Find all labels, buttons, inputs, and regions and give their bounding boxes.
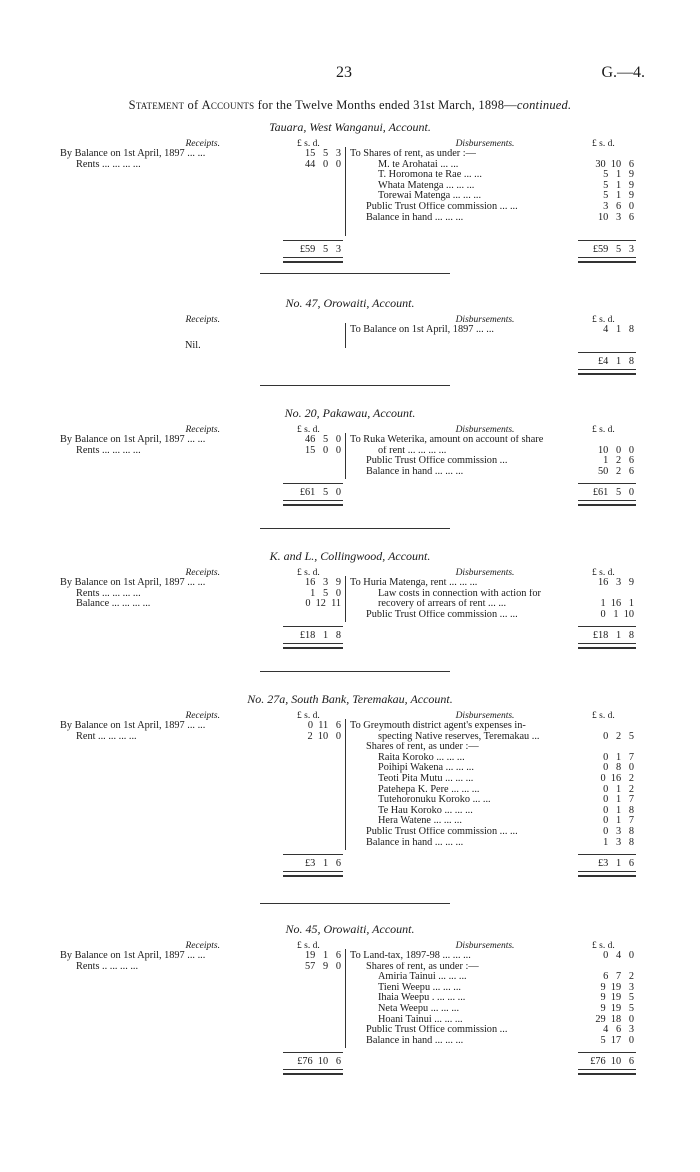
account-tauara-west-wanganui [0, 120, 700, 255]
receipt-line: Balance ... ... ... ... [76, 599, 151, 610]
left-total: £61 5 0 [299, 487, 341, 499]
disbursement-line: Law costs in connection with action for [378, 588, 541, 599]
disbursement-amount: 6 7 2 [603, 971, 634, 983]
disbursement-amount: 16 3 9 [597, 577, 634, 588]
disbursement-line: T. Horomona te Rae ... ... [378, 170, 482, 181]
left-lsd-caption: £ s. d. [297, 139, 320, 149]
right-lsd-caption: £ s. d. [592, 941, 615, 951]
disbursement-amount: 0 3 8 [603, 826, 634, 837]
section-separator [260, 671, 450, 672]
disbursement-amount: 0 1 7 [603, 794, 634, 806]
receipts-caption: Receipts. [185, 139, 220, 149]
left-total: £3 1 6 [304, 858, 341, 870]
disbursement-amount: 4 1 8 [603, 324, 634, 335]
column-divider [345, 719, 346, 850]
disbursement-line: To Land-tax, 1897-98 ... ... ... [350, 951, 471, 961]
disbursement-amount: 10 3 6 [597, 211, 634, 223]
disbursement-amount: 29 18 0 [595, 1013, 634, 1025]
left-sum-rule [283, 1052, 343, 1053]
page-header [0, 64, 700, 88]
left-total: £18 1 8 [299, 630, 341, 642]
receipt-amount: 16 3 9 [304, 577, 341, 588]
receipt-line: Rents ... ... ... ... [76, 445, 141, 456]
disbursement-amount: 5 17 0 [600, 1034, 634, 1046]
column-divider [345, 949, 346, 1048]
left-total: £76 10 6 [297, 1056, 341, 1068]
right-total-double-rule [578, 369, 636, 375]
receipt-amount: 44 0 0 [304, 158, 341, 170]
right-total-double-rule [578, 643, 636, 649]
right-total: £3 1 6 [597, 858, 634, 870]
disbursement-line: Tieni Weepu ... ... ... [378, 982, 461, 993]
section-separator [260, 528, 450, 529]
account-heading: K. and L., Collingwood, Account. [269, 549, 431, 563]
right-total: £18 1 8 [592, 630, 634, 642]
disbursement-line: To Huria Matenga, rent ... ... ... [350, 578, 478, 588]
disbursement-line: Shares of rent, as under :— [366, 742, 479, 753]
receipt-amount: 15 5 3 [304, 148, 341, 159]
disbursement-amount: 0 1 7 [603, 751, 634, 763]
section-separator [260, 273, 450, 274]
right-total: £4 1 8 [597, 356, 634, 368]
disbursement-amount: 0 8 0 [603, 762, 634, 774]
receipt-line: By Balance on 1st April, 1897 ... ... [60, 578, 206, 588]
disbursement-line: Tutehoronuku Koroko ... ... [378, 795, 491, 806]
left-lsd-caption: £ s. d. [297, 425, 320, 435]
account-no20-pakawau [0, 408, 700, 508]
disbursement-line: of rent ... ... ... ... [378, 445, 447, 456]
right-sum-rule [578, 626, 636, 627]
receipt-amount: 57 9 0 [304, 960, 341, 972]
disbursement-amount: 0 2 5 [603, 730, 634, 742]
receipts-nil: Nil. [185, 340, 201, 351]
page-number: 23 [336, 64, 352, 81]
disbursement-line: Balance in hand ... ... ... [366, 212, 464, 223]
column-divider [345, 576, 346, 622]
title-continued: continued. [516, 98, 572, 112]
disbursement-line: specting Native reserves, Teremakau ... [378, 731, 540, 742]
disbursement-line: Raita Koroko ... ... ... [378, 752, 465, 763]
account-k-and-l-collingwood [0, 551, 700, 651]
receipts-caption: Receipts. [185, 425, 220, 435]
left-total-double-rule [283, 871, 343, 877]
disbursement-amount: 0 1 7 [603, 815, 634, 827]
account-heading: No. 45, Orowaiti, Account. [285, 922, 415, 936]
disbursement-line: Shares of rent, as under :— [366, 961, 479, 972]
disbursement-amount: 3 6 0 [603, 201, 634, 212]
document-code: G.—4. [601, 64, 645, 81]
disbursement-line: Torewai Matenga ... ... ... [378, 191, 482, 202]
account-no45-orowaiti [0, 924, 700, 1104]
right-sum-rule [578, 240, 636, 241]
left-total-double-rule [283, 500, 343, 506]
receipt-line: By Balance on 1st April, 1897 ... ... [60, 951, 206, 961]
title-rest: for the Twelve Months ended 31st March, 1898— [254, 98, 517, 112]
disbursements-caption: Disbursements. [455, 139, 515, 149]
receipt-amount: 0 12 11 [305, 598, 341, 610]
disbursement-amount: 0 1 10 [600, 608, 634, 620]
disbursement-amount: 10 0 0 [597, 444, 634, 456]
receipt-line: Rent ... ... ... ... [76, 731, 137, 742]
disbursement-line: To Balance on 1st April, 1897 ... ... [350, 325, 494, 335]
disbursement-line: Balance in hand ... ... ... [366, 1035, 464, 1046]
receipt-line: Rents ... ... ... ... [76, 159, 141, 170]
disbursement-amount: 30 10 6 [595, 158, 634, 170]
disbursement-line: Public Trust Office commission ... [366, 456, 508, 467]
title-mid: of [184, 98, 202, 112]
receipt-line: Rents ... ... ... ... [76, 588, 141, 599]
account-heading: Tauara, West Wanganui, Account. [269, 120, 431, 134]
right-total-double-rule [578, 871, 636, 877]
receipt-line: Rents .. ... ... ... [76, 961, 139, 972]
disbursement-amount: 1 2 6 [603, 455, 634, 467]
disbursement-line: Balance in hand ... ... ... [366, 837, 464, 848]
left-total-double-rule [283, 1069, 343, 1075]
account-heading: No. 27a, South Bank, Teremakau, Account. [247, 692, 453, 706]
column-divider [345, 433, 346, 479]
receipt-amount: 0 11 6 [307, 720, 341, 731]
receipts-caption: Receipts. [185, 941, 220, 951]
right-total-double-rule [578, 500, 636, 506]
right-total: £61 5 0 [592, 487, 634, 499]
disbursement-line: Teoti Pita Mutu ... ... ... [378, 774, 474, 784]
disbursement-line: Patehepa K. Pere ... ... ... [378, 784, 480, 795]
right-sum-rule [578, 352, 636, 353]
disbursements-caption: Disbursements. [455, 941, 515, 951]
receipt-line: By Balance on 1st April, 1897 ... ... [60, 435, 206, 445]
title-lead: Statement [128, 98, 185, 112]
left-total-double-rule [283, 643, 343, 649]
disbursement-line: Neta Weepu ... ... ... [378, 1004, 460, 1014]
right-total: £59 5 3 [592, 243, 634, 255]
disbursement-line: Te Hau Koroko ... ... ... [378, 805, 473, 816]
account-no27a-south-bank-teremakau [0, 694, 700, 884]
disbursement-line: Public Trust Office commission ... ... [366, 202, 518, 212]
right-lsd-caption: £ s. d. [592, 425, 615, 435]
disbursements-caption: Disbursements. [455, 711, 515, 721]
disbursements-caption: Disbursements. [455, 425, 515, 435]
receipts-caption: Receipts. [185, 568, 220, 578]
disbursements-caption: Disbursements. [455, 568, 515, 578]
disbursement-line: Hoani Tainui ... ... ... [378, 1014, 463, 1025]
left-sum-rule [283, 483, 343, 484]
account-heading: No. 20, Pakawau, Account. [284, 406, 416, 420]
right-sum-rule [578, 854, 636, 855]
left-sum-rule [283, 854, 343, 855]
disbursement-amount: 1 16 1 [600, 598, 634, 610]
receipts-caption: Receipts. [185, 711, 220, 721]
column-divider [345, 147, 346, 236]
disbursement-amount: 9 19 5 [600, 1003, 634, 1014]
disbursement-amount: 0 16 2 [600, 773, 634, 784]
receipt-amount: 19 1 6 [304, 950, 341, 961]
account-no47-orowaiti [0, 298, 700, 368]
left-lsd-caption: £ s. d. [297, 711, 320, 721]
left-total-double-rule [283, 257, 343, 263]
left-sum-rule [283, 240, 343, 241]
right-total-double-rule [578, 1069, 636, 1075]
right-sum-rule [578, 1052, 636, 1053]
disbursement-line: Balance in hand ... ... ... [366, 466, 464, 477]
receipt-amount: 46 5 0 [304, 434, 341, 445]
receipt-amount: 1 5 0 [310, 587, 341, 599]
disbursement-amount: 0 1 2 [603, 783, 634, 795]
disbursement-amount: 4 6 3 [603, 1024, 634, 1036]
right-lsd-caption: £ s. d. [592, 139, 615, 149]
left-total: £59 5 3 [299, 243, 341, 255]
receipts-caption: Receipts. [185, 315, 220, 325]
section-separator [260, 385, 450, 386]
disbursement-amount: 0 1 8 [603, 804, 634, 816]
disbursement-amount: 1 3 8 [603, 836, 634, 848]
page-title [0, 98, 700, 113]
disbursement-line: To Shares of rent, as under :— [350, 149, 476, 159]
disbursement-line: Public Trust Office commission ... [366, 1025, 508, 1036]
receipt-amount: 15 0 0 [304, 444, 341, 456]
receipt-line: By Balance on 1st April, 1897 ... ... [60, 721, 206, 731]
section-separator [260, 903, 450, 904]
disbursement-amount: 50 2 6 [597, 465, 634, 477]
disbursements-caption: Disbursements. [455, 315, 515, 325]
disbursement-line: Public Trust Office commission ... ... [366, 827, 518, 837]
column-divider [345, 323, 346, 348]
right-lsd-caption: £ s. d. [592, 315, 615, 325]
disbursement-line: Whata Matenga ... ... ... [378, 180, 475, 191]
account-heading: No. 47, Orowaiti, Account. [285, 296, 415, 310]
right-sum-rule [578, 483, 636, 484]
left-lsd-caption: £ s. d. [297, 941, 320, 951]
receipt-line: By Balance on 1st April, 1897 ... ... [60, 149, 206, 159]
title-accounts: Accounts [201, 98, 255, 112]
right-lsd-caption: £ s. d. [592, 568, 615, 578]
disbursement-line: To Ruka Weterika, amount on account of share [350, 435, 544, 445]
disbursement-amount: 5 1 9 [603, 179, 634, 191]
disbursement-line: M. te Arohatai ... ... [378, 159, 459, 170]
disbursement-line: Amiria Tainui ... ... ... [378, 972, 467, 983]
disbursement-line: Public Trust Office commission ... ... [366, 609, 518, 620]
disbursement-amount: 9 19 5 [600, 992, 634, 1004]
disbursement-line: Ihaia Weepu . ... ... ... [378, 993, 466, 1004]
disbursement-amount: 5 1 9 [603, 190, 634, 202]
disbursement-line: recovery of arrears of rent ... ... [378, 599, 507, 610]
right-total-double-rule [578, 257, 636, 263]
disbursement-amount: 5 1 9 [603, 169, 634, 181]
disbursement-amount: 0 4 0 [603, 950, 634, 961]
receipt-amount: 2 10 0 [307, 730, 341, 742]
left-lsd-caption: £ s. d. [297, 568, 320, 578]
disbursement-line: Hera Watene ... ... ... [378, 816, 462, 827]
left-sum-rule [283, 626, 343, 627]
disbursement-line: To Greymouth district agent's expenses in- [350, 721, 526, 731]
disbursement-line: Poihipi Wakena ... ... ... [378, 763, 474, 774]
disbursement-amount: 9 19 3 [600, 981, 634, 993]
right-total: £76 10 6 [590, 1056, 634, 1068]
right-lsd-caption: £ s. d. [592, 711, 615, 721]
